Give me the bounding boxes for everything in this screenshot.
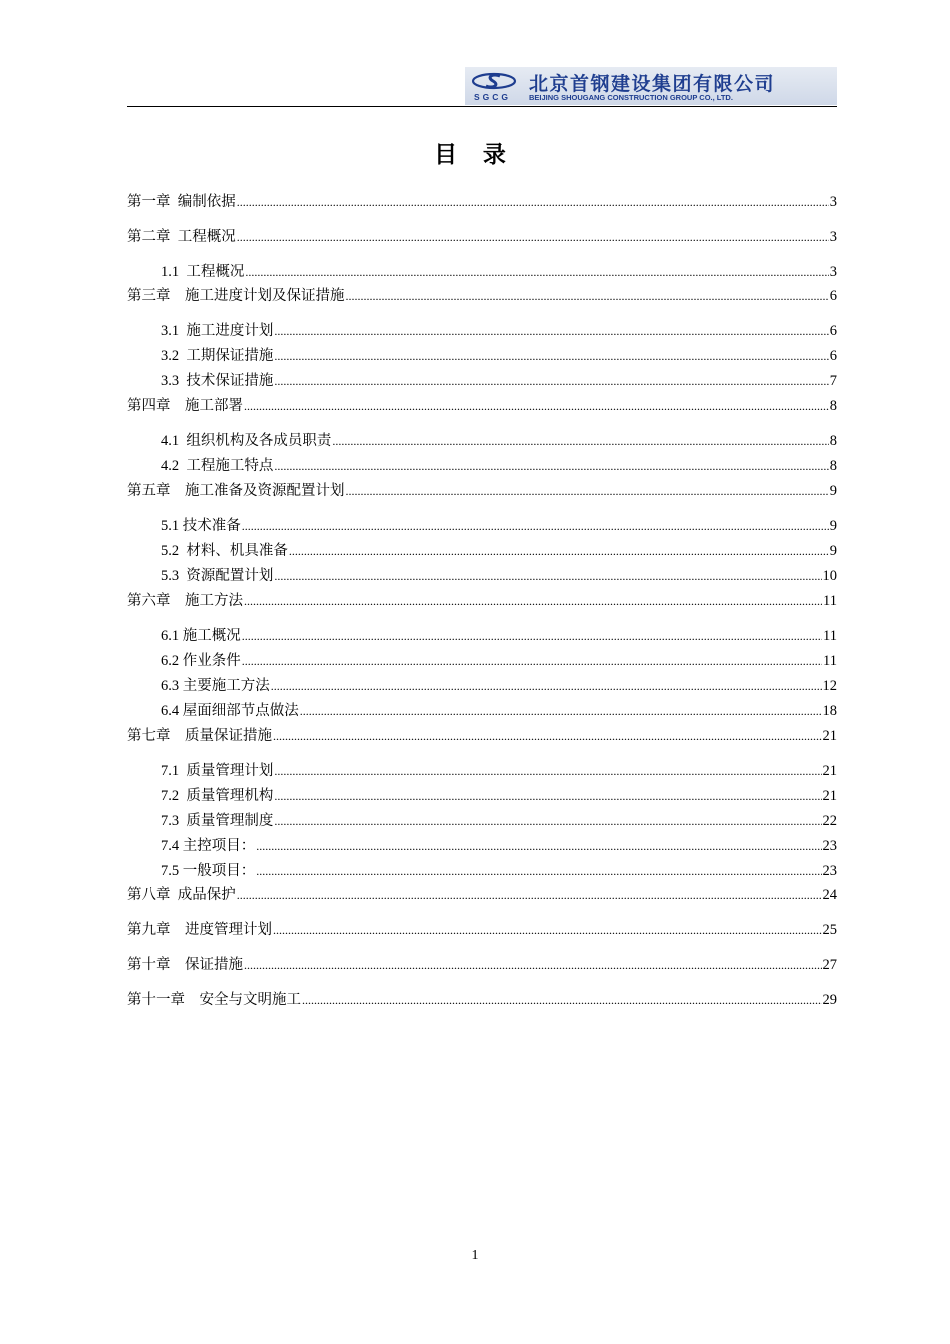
- toc-entry[interactable]: [161, 346, 837, 366]
- dot-leader: [274, 761, 821, 781]
- toc-entry[interactable]: [127, 481, 837, 501]
- logo-abbreviation: SGCG: [474, 92, 512, 102]
- dot-leader: [346, 286, 829, 306]
- toc-label: 6.4 屋面细部节点做法: [161, 703, 299, 719]
- toc-label: 4.1 组织机构及各成员职责: [161, 433, 332, 449]
- toc-label: 6.2 作业条件: [161, 653, 241, 669]
- toc-label: 第五章 施工准备及资源配置计划: [127, 483, 345, 499]
- toc-entry[interactable]: [127, 396, 837, 416]
- toc-entry[interactable]: [161, 761, 837, 781]
- toc-entry[interactable]: [161, 811, 837, 831]
- toc-entry[interactable]: [161, 861, 837, 881]
- toc-entry[interactable]: [127, 726, 837, 746]
- toc-label: 第四章 施工部署: [127, 398, 243, 414]
- toc-page: 29: [822, 992, 837, 1008]
- dot-leader: [256, 861, 821, 881]
- toc-page: 21: [822, 788, 837, 804]
- toc-page: 11: [823, 593, 837, 609]
- toc-page: 23: [822, 838, 837, 854]
- dot-leader: [242, 626, 822, 646]
- header-divider: [127, 106, 837, 107]
- toc-entry[interactable]: [127, 885, 837, 905]
- toc-entry[interactable]: [127, 955, 837, 975]
- toc-entry[interactable]: [161, 626, 837, 646]
- toc-page: 9: [829, 543, 837, 559]
- toc-label: 7.3 质量管理制度: [161, 813, 274, 829]
- toc-page: 9: [829, 483, 837, 499]
- toc-entry[interactable]: [161, 676, 837, 696]
- toc-entry[interactable]: [127, 286, 837, 306]
- dot-leader: [274, 346, 828, 366]
- toc-page: 6: [829, 323, 837, 339]
- dot-leader: [274, 786, 821, 806]
- dot-leader: [289, 541, 829, 561]
- toc-label: 5.1 技术准备: [161, 518, 241, 534]
- dot-leader: [332, 431, 828, 451]
- toc-label: 第二章 工程概况: [127, 229, 236, 245]
- toc-entry[interactable]: [161, 456, 837, 476]
- toc-entry[interactable]: [161, 371, 837, 391]
- dot-leader: [271, 676, 822, 696]
- toc-page: 8: [829, 458, 837, 474]
- toc-label: 5.2 材料、机具准备: [161, 543, 288, 559]
- dot-leader: [274, 321, 828, 341]
- toc-entry[interactable]: [161, 786, 837, 806]
- toc-page: 24: [822, 887, 837, 903]
- toc-page: 27: [822, 957, 837, 973]
- dot-leader: [244, 591, 822, 611]
- dot-leader: [274, 456, 828, 476]
- toc-label: 第八章 成品保护: [127, 887, 236, 903]
- dot-leader: [244, 955, 822, 975]
- toc-label: 1.1 工程概况: [161, 264, 245, 280]
- page-number: 1: [471, 1248, 479, 1263]
- toc-label: 7.2 质量管理机构: [161, 788, 274, 804]
- toc-page: 25: [822, 922, 837, 938]
- toc-label: 3.1 施工进度计划: [161, 323, 274, 339]
- toc-entry[interactable]: [161, 651, 837, 671]
- toc-label: 7.4 主控项目：: [161, 838, 256, 854]
- toc-page: 21: [822, 763, 837, 779]
- dot-leader: [242, 651, 822, 671]
- toc-label: 第六章 施工方法: [127, 593, 243, 609]
- toc-label: 第三章 施工进度计划及保证措施: [127, 288, 345, 304]
- toc-page: 8: [829, 398, 837, 414]
- toc-page: 11: [823, 653, 837, 669]
- toc-entry[interactable]: [161, 431, 837, 451]
- dot-leader: [273, 726, 822, 746]
- dot-leader: [237, 227, 829, 247]
- company-name-en: BEIJING SHOUGANG CONSTRUCTION GROUP CO., LTD.: [529, 93, 733, 102]
- toc-label: 6.1 施工概况: [161, 628, 241, 644]
- company-logo: [465, 67, 837, 105]
- dot-leader: [245, 262, 828, 282]
- toc-entry[interactable]: [161, 566, 837, 586]
- toc-label: 第一章 编制依据: [127, 194, 236, 210]
- toc-title: 目 录: [434, 142, 516, 167]
- toc-page: 22: [822, 813, 837, 829]
- toc-page: 3: [829, 194, 837, 210]
- toc-page: 3: [829, 264, 837, 280]
- dot-leader: [274, 811, 821, 831]
- company-name-cn: 北京首钢建设集团有限公司: [529, 74, 776, 95]
- toc-label: 5.3 资源配置计划: [161, 568, 274, 584]
- toc-label: 6.3 主要施工方法: [161, 678, 270, 694]
- sgcg-logo-icon: [471, 70, 517, 92]
- dot-leader: [242, 516, 829, 536]
- toc-page: 18: [822, 703, 837, 719]
- toc-label: 7.1 质量管理计划: [161, 763, 274, 779]
- toc-label: 第十章 保证措施: [127, 957, 243, 973]
- dot-leader: [274, 371, 828, 391]
- toc-entry[interactable]: [161, 836, 837, 856]
- toc-entry[interactable]: [161, 321, 837, 341]
- toc-entry[interactable]: [127, 990, 837, 1010]
- toc-entry[interactable]: [127, 227, 837, 247]
- toc-page: 23: [822, 863, 837, 879]
- dot-leader: [256, 836, 821, 856]
- dot-leader: [302, 990, 822, 1010]
- toc-page: 6: [829, 348, 837, 364]
- toc-label: 3.2 工期保证措施: [161, 348, 274, 364]
- toc-page: 3: [829, 229, 837, 245]
- toc-label: 第九章 进度管理计划: [127, 922, 272, 938]
- toc-entry[interactable]: [161, 516, 837, 536]
- toc-label: 第十一章 安全与文明施工: [127, 992, 301, 1008]
- toc-entry[interactable]: [161, 541, 837, 561]
- toc-entry[interactable]: [127, 591, 837, 611]
- toc-label: 4.2 工程施工特点: [161, 458, 274, 474]
- toc-entry[interactable]: [127, 192, 837, 212]
- toc-label: 3.3 技术保证措施: [161, 373, 274, 389]
- toc-page: 9: [829, 518, 837, 534]
- toc-page: 7: [829, 373, 837, 389]
- toc-page: 12: [822, 678, 837, 694]
- dot-leader: [237, 192, 829, 212]
- dot-leader: [300, 701, 822, 721]
- toc-label: 第七章 质量保证措施: [127, 728, 272, 744]
- dot-leader: [346, 481, 829, 501]
- toc-label: 7.5 一般项目：: [161, 863, 256, 879]
- toc-entry[interactable]: [161, 701, 837, 721]
- toc-entry[interactable]: [161, 262, 837, 282]
- toc-page: 21: [822, 728, 837, 744]
- dot-leader: [237, 885, 822, 905]
- toc-page: 6: [829, 288, 837, 304]
- toc-entry[interactable]: [127, 920, 837, 940]
- dot-leader: [274, 566, 821, 586]
- toc-page: 8: [829, 433, 837, 449]
- dot-leader: [244, 396, 829, 416]
- toc-page: 11: [823, 628, 837, 644]
- toc-page: 10: [822, 568, 837, 584]
- dot-leader: [273, 920, 822, 940]
